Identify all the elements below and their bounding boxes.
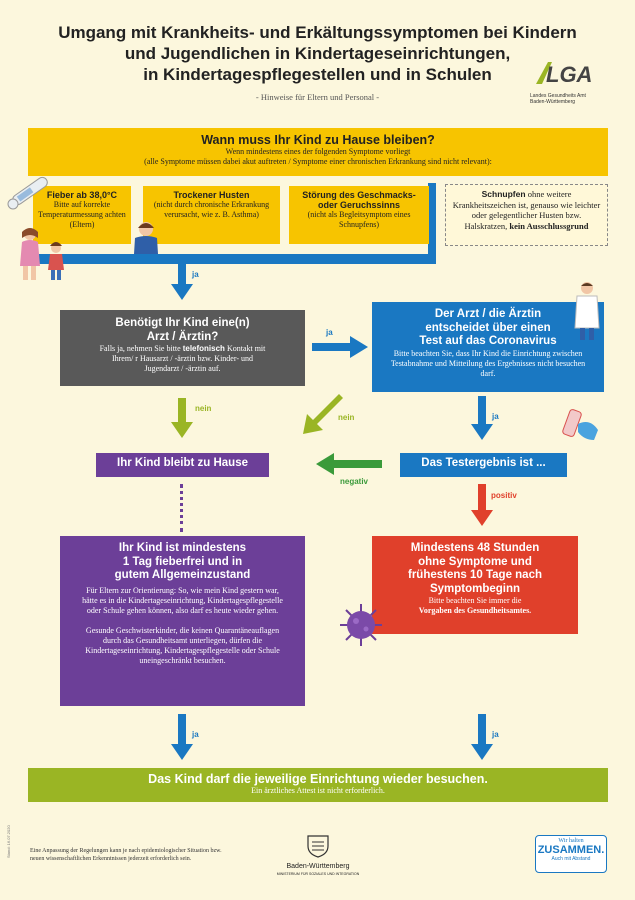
logo-region: Baden-Württemberg: [530, 99, 576, 105]
arrow-left-icon: [316, 453, 382, 475]
title-line-3: in Kindertagespflegestellen und in Schulen: [143, 65, 492, 84]
ministry-name: MINISTERIUM FÜR SOZIALES UND INTEGRATION: [276, 872, 360, 876]
return-allowed-text: Ein ärztliches Attest ist nicht erforderlich.: [251, 786, 385, 795]
coat-of-arms-icon: [305, 834, 331, 858]
label-ja: ja: [192, 270, 199, 279]
return-allowed-title: Das Kind darf die jeweilige Einrichtung wieder besuchen.: [148, 772, 488, 786]
test-title-3: Test auf das Coronavirus: [419, 335, 557, 347]
arrow-right-icon: [312, 336, 368, 358]
test-result-box: [400, 453, 567, 477]
doctor-illustration-icon: [570, 280, 604, 340]
title-line-1: Umgang mit Krankheits- und Erkältungssymptomen bei Kindern: [58, 23, 577, 42]
label-ja: ja: [192, 730, 199, 739]
symptom-free-title-2: ohne Symptome und: [418, 555, 532, 568]
page-subtitle: - Hinweise für Eltern und Personal -: [255, 92, 380, 102]
doctor-text-bold: telefonisch: [182, 344, 225, 353]
symptom-free-box: [372, 536, 578, 634]
arrow-down-icon: [171, 714, 193, 760]
thermometer-icon: [4, 170, 54, 214]
label-nein: nein: [338, 413, 355, 422]
lga-logo: [530, 58, 610, 105]
symptom-text: (nicht als Begleitsymptom eines Schnupfens): [307, 210, 411, 229]
label-nein: nein: [195, 404, 212, 413]
badge-main: ZUSAMMEN.: [537, 844, 605, 856]
stays-home-label: Ihr Kind bleibt zu Hause: [117, 457, 248, 469]
symptom-free-title-4: Symptombeginn: [429, 582, 521, 595]
arrow-down-icon: [171, 398, 193, 438]
schnupfen-conclusion: kein Ausschlussgrund: [509, 220, 589, 231]
title-line-2: und Jugendlichen in Kindertageseinrichtungen,: [124, 44, 511, 63]
date-stamp: Stand: 16.07.2020: [6, 825, 11, 858]
label-negativ: negativ: [340, 477, 369, 486]
logo-name: Landes Gesundheits Amt: [530, 93, 586, 99]
symptom-free-title-3: frühestens 10 Tage nach: [408, 569, 542, 581]
label-ja: ja: [492, 412, 499, 421]
doctor-text-pre: Falls ja, nehmen Sie bitte: [99, 344, 183, 353]
arrow-down-icon: [471, 396, 493, 440]
fever-free-title-2: 1 Tag fieberfrei und in: [122, 555, 243, 568]
fever-free-title-3: gutem Allgemeinzustand: [114, 569, 251, 581]
question-title: Wann muss Ihr Kind zu Hause bleiben?: [201, 133, 435, 147]
symptom-text: Bitte auf korrekte Temperaturmessung achten (Eltern): [38, 200, 126, 229]
connector-bar-right: [428, 183, 436, 261]
label-positiv: positiv: [491, 491, 517, 500]
label-ja: ja: [492, 730, 499, 739]
symptom-cough: [143, 186, 280, 244]
badge-top: Wir halten: [558, 838, 584, 844]
question-box: [28, 128, 608, 176]
doctor-text-post: Kontakt mit Ihrem/ r Hausarzt / -ärztin bzw. Kinder- und Jugendarzt / -ärztin auf.: [111, 344, 266, 373]
badge-bottom: Auch mit Abstand: [551, 856, 591, 862]
return-allowed-box: [28, 768, 608, 802]
lga-logo-icon: [530, 58, 610, 88]
dotted-connector: [180, 484, 183, 532]
fever-free-para-2: Gesunde Geschwisterkinder, die keinen Quarantäneauflagen durch das Gesundheitsamt unterliegen, dürfen die Kindertageseinrichtung, Kindertagespflegestelle oder Schule uneingeschränkt besuchen.: [85, 625, 280, 665]
doctor-question-box: [60, 310, 305, 386]
label-ja: ja: [326, 328, 333, 337]
arrow-down-icon: [171, 264, 193, 300]
test-result-label: Das Testergebnis ist ...: [421, 457, 546, 469]
symptom-free-text: Bitte beachten Sie immer die: [428, 596, 522, 605]
arrow-down-icon: [471, 714, 493, 760]
symptom-text: (nicht durch chronische Erkrankung verursacht, wie z. B. Asthma): [153, 200, 270, 219]
zusammen-badge: [535, 835, 607, 873]
coughing-child-icon: [132, 220, 162, 254]
question-line-2: (alle Symptome müssen dabei akut auftreten / Symptome einer chronischen Erkrankung sind nicht relevant):: [144, 157, 492, 166]
arrow-diagonal-icon: [303, 394, 343, 434]
schnupfen-bold: Schnupfen: [481, 189, 526, 199]
parent-child-illustration-icon: [16, 226, 76, 282]
fever-free-title-1: Ihr Kind ist mindestens: [118, 542, 247, 554]
symptom-smell-taste: [289, 186, 429, 244]
test-title-2: entscheidet über einen: [425, 321, 551, 334]
footer-note: Eine Anpassung der Regelungen kann je nach epidemiologischer Situation bzw. neuen wissenschaftlichen Erkenntnissen jederzeit erforderlich sein.: [30, 848, 222, 862]
test-text: Bitte beachten Sie, dass Ihr Kind die Einrichtung zwischen Testabnahme und Mitteilung des Ergebnisses nicht besuchen darf.: [390, 348, 586, 378]
state-name: Baden-Württemberg: [286, 863, 350, 870]
schnupfen-text: ohne weitere Krankheitszeichen ist, genauso wie leichter oder gelegentlicher Husten bzw. Halskratzen,: [452, 189, 601, 231]
doctor-title-2: Arzt / Ärztin?: [146, 331, 219, 343]
symptom-title: Trockener Husten: [173, 190, 250, 200]
schnupfen-note: [445, 184, 608, 246]
virus-icon: [338, 602, 384, 648]
doctor-title-1: Benötigt Ihr Kind eine(n): [115, 317, 250, 329]
symptom-title: Störung des Geschmacks- oder Geruchssinns: [302, 190, 416, 210]
symptom-free-title-1: Mindestens 48 Stunden: [410, 542, 540, 554]
doctor-text: [70, 344, 295, 374]
fever-free-box: [60, 536, 305, 706]
test-swab-icon: [560, 404, 602, 444]
page-title: [20, 22, 615, 85]
symptom-title: Fieber ab 38,0°C: [46, 190, 118, 200]
question-line-1: Wenn mindestens eines der folgenden Symptome vorliegt: [225, 147, 411, 156]
stays-home-box: [96, 453, 269, 477]
svg-text:LGA: LGA: [546, 62, 593, 87]
symptom-free-text-bold: Vorgaben des Gesundheitsamtes.: [418, 606, 532, 615]
fever-free-para-1: Für Eltern zur Orientierung: So, wie mein Kind gestern war, hätte es in die Kindertageseinrichtung, Kindertagespflegestelle oder Schule gehen können, also darf es heute wieder gehen.: [82, 585, 283, 615]
state-logo: [268, 834, 368, 876]
connector-bar: [28, 254, 436, 264]
arrow-down-icon: [471, 484, 493, 526]
test-title-1: Der Arzt / die Ärztin: [434, 308, 542, 320]
